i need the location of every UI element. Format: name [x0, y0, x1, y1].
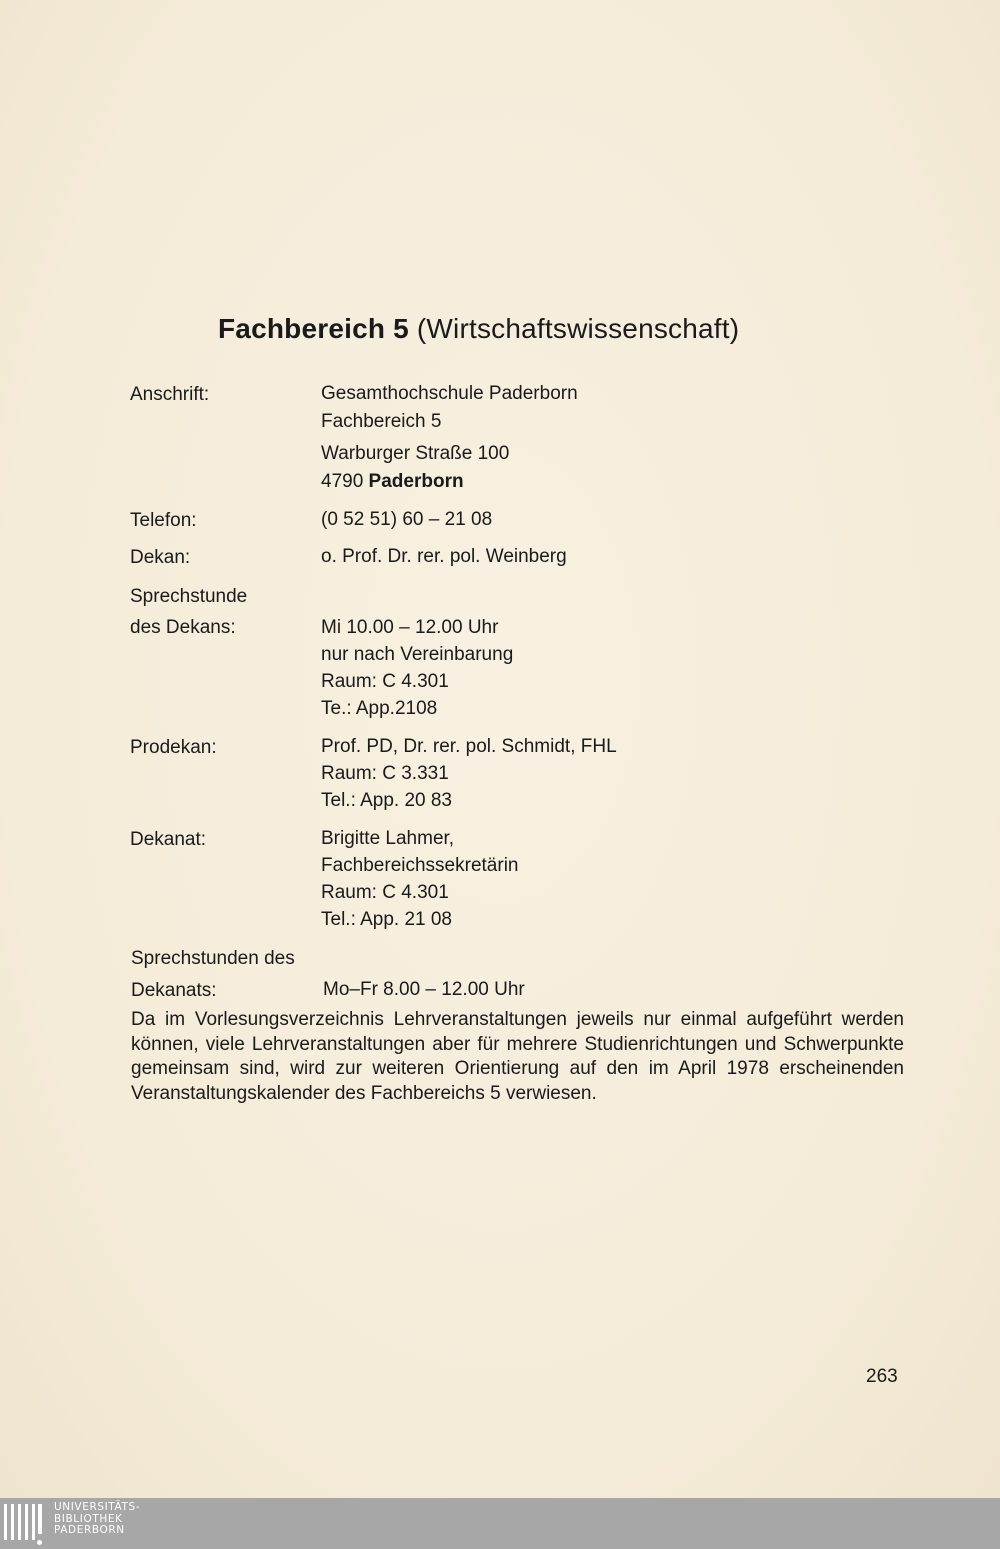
telefon-value: (0 52 51) 60 – 21 08	[321, 509, 493, 530]
telefon-label: Telefon:	[130, 510, 197, 531]
library-footer-bar	[0, 1498, 1000, 1549]
dekan-value: o. Prof. Dr. rer. pol. Weinberg	[321, 546, 567, 567]
sprechstunden-dekanat-label-2: Dekanats:	[131, 980, 217, 1001]
prodekan-label: Prodekan:	[130, 737, 217, 758]
anschrift-city: Paderborn	[368, 471, 464, 492]
library-logo-dot	[37, 1540, 42, 1545]
title-subtitle: (Wirtschaftswissenschaft)	[416, 313, 740, 344]
anschrift-line-2: Fachbereich 5	[321, 411, 442, 432]
note-paragraph: Da im Vorlesungsverzeichnis Lehrveranstaltungen jeweils nur einmal aufgeführt werden können, viele Lehrveranstaltungen aber für mehrere Studienrichtungen und Schwerpunkte gemeinsam sind, wird zur weiteren Orientierung auf den im April 1978 erscheinenden Veranstaltungskalender des Fachbereichs 5 verwiesen.	[131, 1009, 904, 1104]
dekanat-line-3: Raum: C 4.301	[321, 882, 449, 903]
dekanat-line-2: Fachbereichssekretärin	[321, 855, 519, 876]
dekanat-line-1: Brigitte Lahmer,	[321, 828, 455, 849]
dekanat-label: Dekanat:	[130, 829, 207, 850]
sprechstunde-dekan-line-4: Te.: App.2108	[321, 698, 438, 719]
library-name-line-3: PADERBORN	[54, 1524, 125, 1536]
sprechstunden-dekanat-value: Mo–Fr 8.00 – 12.00 Uhr	[323, 979, 525, 1000]
anschrift-line-3: Warburger Straße 100	[321, 443, 510, 464]
sprechstunde-dekan-line-2: nur nach Vereinbarung	[321, 644, 514, 665]
anschrift-city-line	[321, 471, 464, 493]
dekan-label: Dekan:	[130, 547, 191, 568]
sprechstunde-dekan-label-2: des Dekans:	[130, 617, 236, 638]
page-title	[218, 313, 838, 345]
title-bold: Fachbereich 5	[218, 313, 409, 344]
library-name-line-1: UNIVERSITÄTS-	[54, 1501, 141, 1513]
prodekan-line-1: Prof. PD, Dr. rer. pol. Schmidt, FHL	[321, 736, 617, 757]
sprechstunden-dekanat-label-1: Sprechstunden des	[131, 948, 295, 969]
sprechstunde-dekan-line-1: Mi 10.00 – 12.00 Uhr	[321, 617, 499, 638]
library-name-line-2: BIBLIOTHEK	[54, 1512, 123, 1525]
dekanat-line-4: Tel.: App. 21 08	[321, 909, 452, 930]
anschrift-postcode: 4790	[321, 471, 369, 492]
prodekan-line-2: Raum: C 3.331	[321, 763, 449, 784]
library-name	[54, 1502, 140, 1537]
anschrift-label: Anschrift:	[130, 384, 210, 405]
prodekan-line-3: Tel.: App. 20 83	[321, 790, 452, 811]
anschrift-line-1: Gesamthochschule Paderborn	[321, 383, 578, 404]
sprechstunde-dekan-line-3: Raum: C 4.301	[321, 671, 449, 692]
sprechstunde-dekan-label-1: Sprechstunde	[130, 586, 248, 607]
page-number: 263	[866, 1366, 898, 1387]
